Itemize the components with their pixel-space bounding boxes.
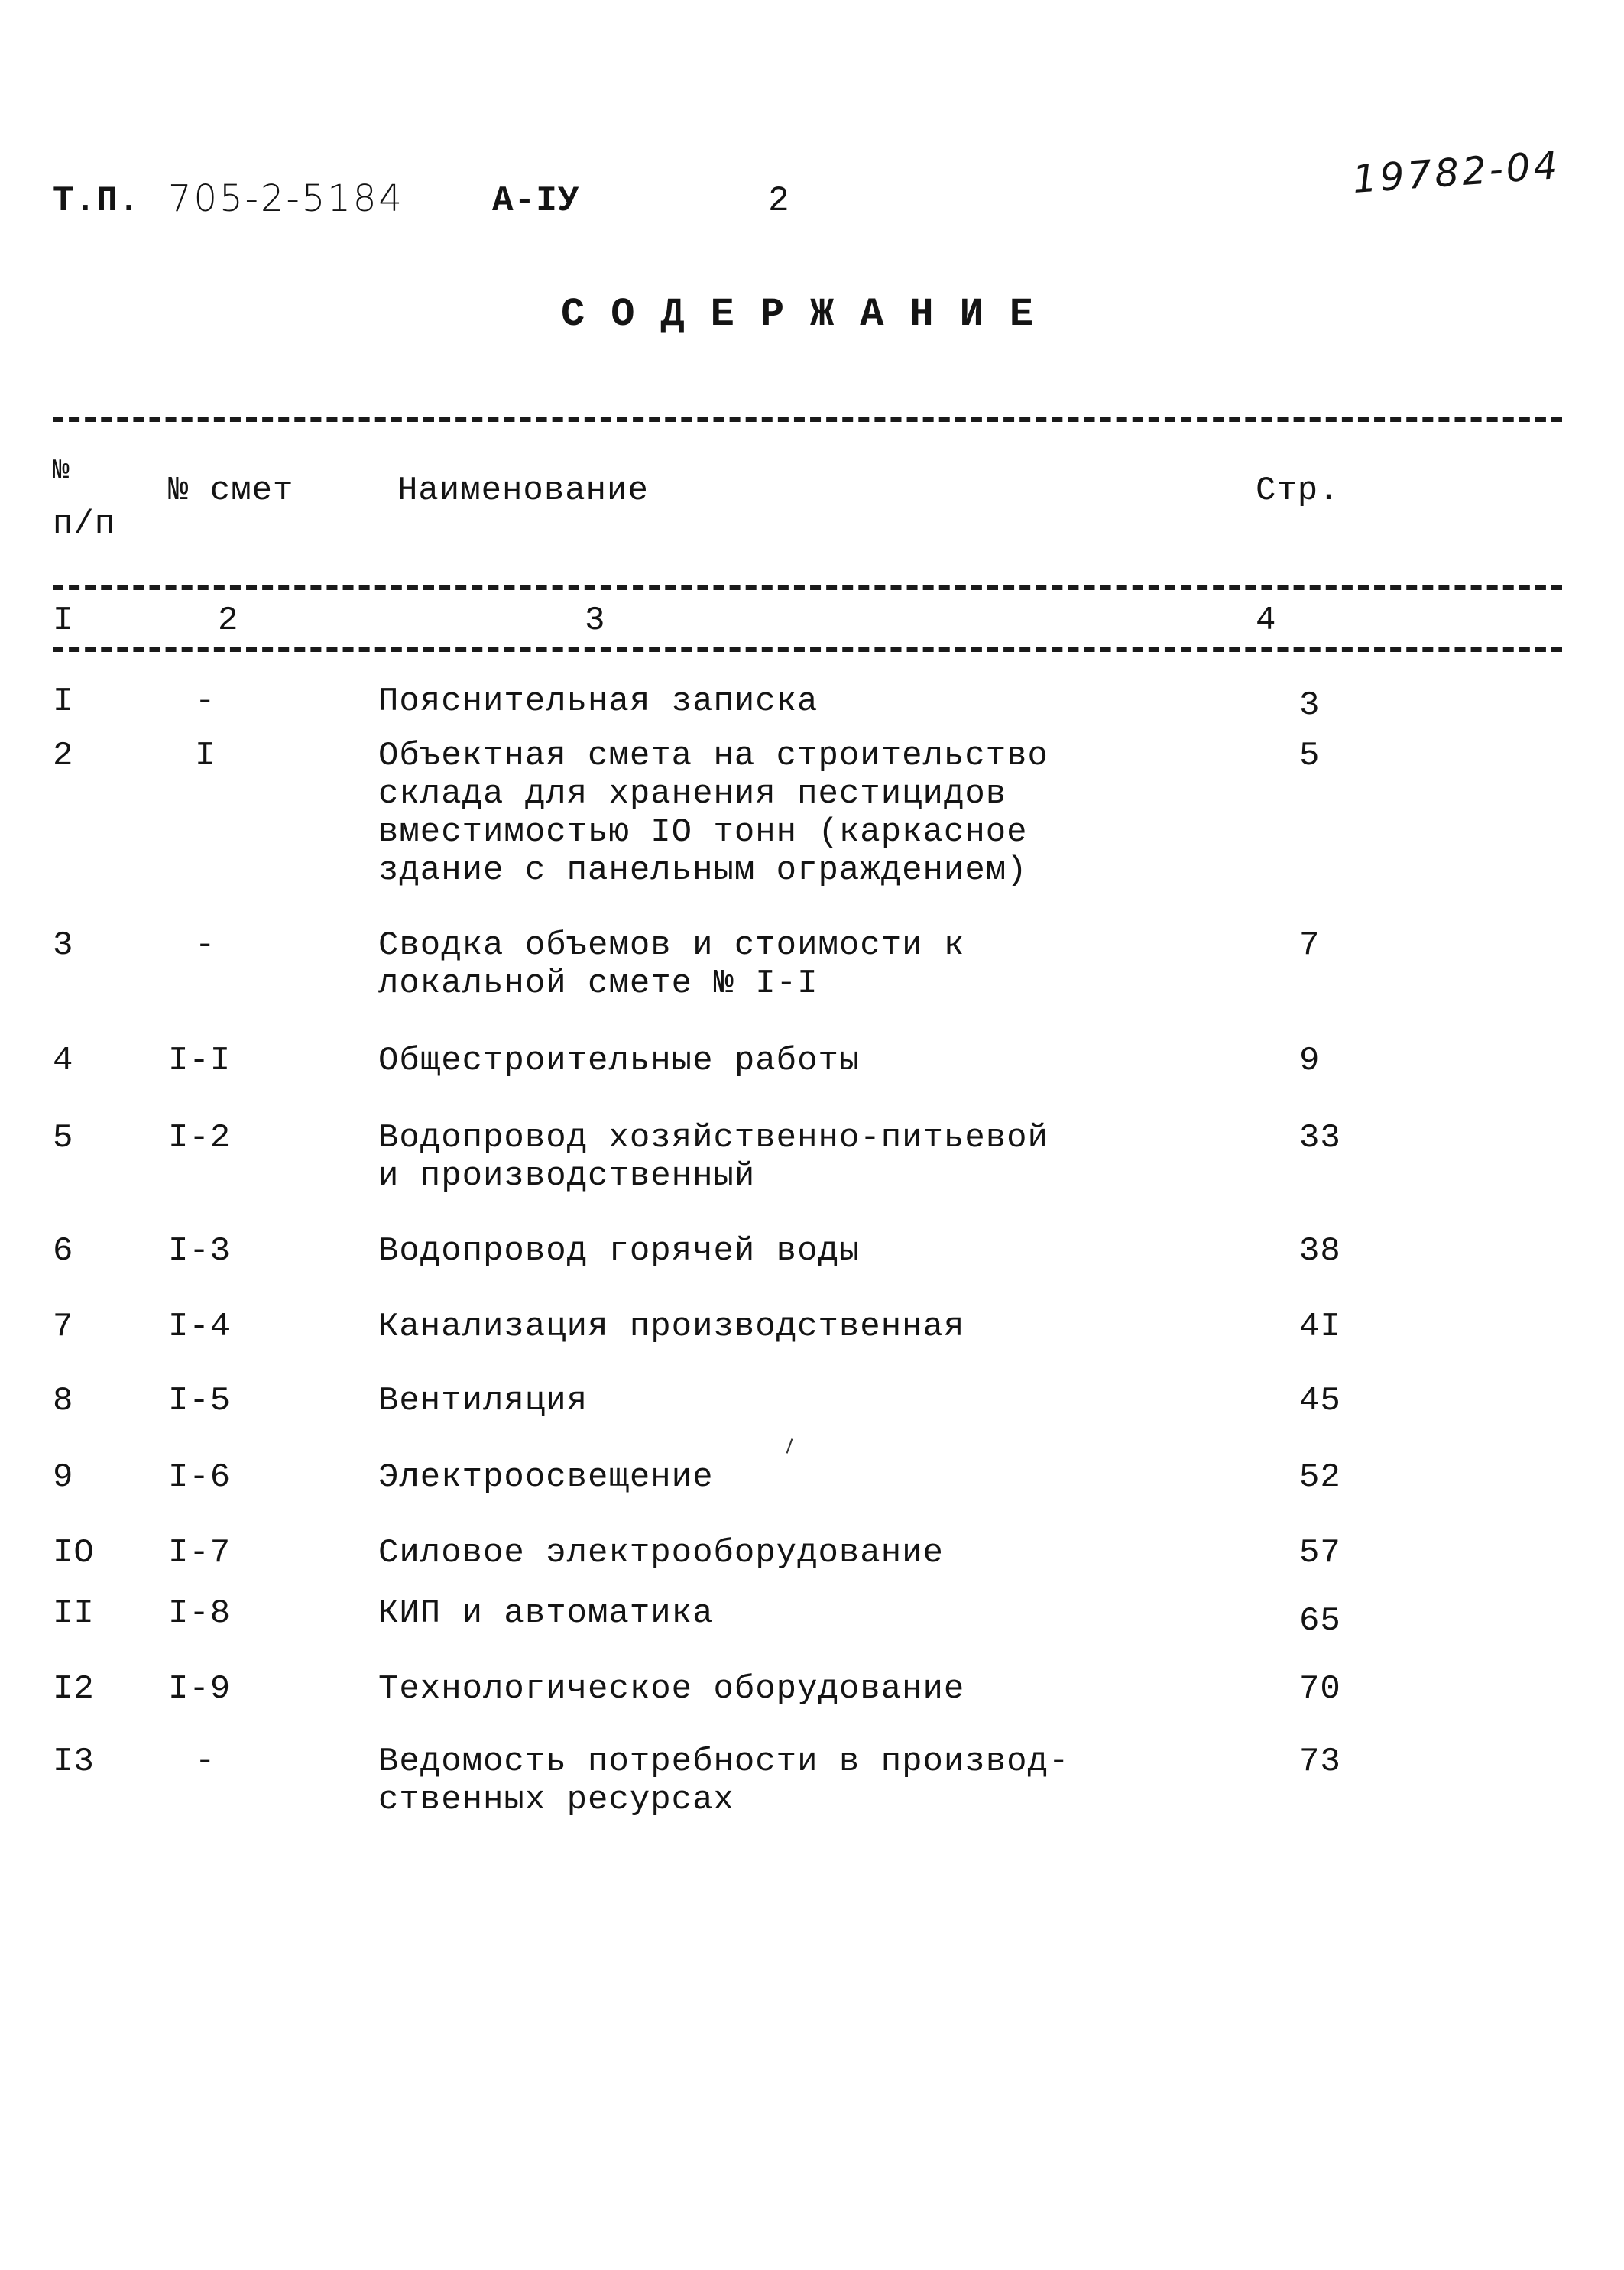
column-numbers-divider — [53, 647, 1562, 652]
row-name: КИП и автоматика — [378, 1594, 714, 1633]
row-estimate: I-I — [168, 1042, 232, 1080]
row-page: 73 — [1299, 1743, 1341, 1781]
project-code: 705-2-5184 — [168, 177, 404, 220]
row-page: 7 — [1299, 926, 1321, 965]
row-number: I2 — [53, 1670, 95, 1708]
row-name: Общестроительные работы — [378, 1042, 861, 1080]
col-header-estimate: № смет — [168, 472, 294, 510]
row-number: 8 — [53, 1382, 74, 1420]
row-name: Вентиляция — [378, 1382, 588, 1420]
row-estimate: - — [195, 683, 216, 721]
row-page: 52 — [1299, 1458, 1341, 1497]
row-estimate: I-9 — [168, 1670, 232, 1708]
row-number: 3 — [53, 926, 74, 965]
row-page: 33 — [1299, 1119, 1341, 1157]
row-number: 9 — [53, 1458, 74, 1497]
album-label: А-IУ — [492, 181, 580, 221]
row-number: 5 — [53, 1119, 74, 1157]
row-number: 2 — [53, 737, 74, 775]
row-number: II — [53, 1594, 95, 1633]
row-name: Силовое электрооборудование — [378, 1534, 944, 1572]
row-number: 4 — [53, 1042, 74, 1080]
col-header-page: Стр. — [1256, 472, 1340, 510]
row-name: Технологическое оборудование — [378, 1670, 965, 1708]
col-number-3: 3 — [585, 602, 606, 640]
row-estimate: I-5 — [168, 1382, 232, 1420]
row-page: 57 — [1299, 1534, 1341, 1572]
row-estimate: - — [195, 926, 216, 965]
row-number: I3 — [53, 1743, 95, 1781]
row-page: 3 — [1299, 686, 1321, 725]
row-number: I — [53, 683, 74, 721]
stray-pen-mark — [786, 1438, 793, 1453]
row-estimate: I — [195, 737, 216, 775]
row-name: Ведомость потребности в производ- ственных ресурсах — [378, 1743, 1070, 1819]
col-number-2: 2 — [218, 602, 239, 640]
row-name: Объектная смета на строительство склада для хранения пестицидов вместимостью IO тонн (каркасное здание с панельным ограждением) — [378, 737, 1049, 890]
row-name: Водопровод горячей воды — [378, 1232, 861, 1270]
row-page: 45 — [1299, 1382, 1341, 1420]
row-number: 7 — [53, 1308, 74, 1346]
document-prefix: Т.П. — [53, 181, 141, 221]
row-number: IO — [53, 1534, 95, 1572]
row-page: 70 — [1299, 1670, 1341, 1708]
row-name: Пояснительная записка — [378, 683, 818, 721]
row-estimate: I-2 — [168, 1119, 232, 1157]
row-estimate: - — [195, 1743, 216, 1781]
row-number: 6 — [53, 1232, 74, 1270]
page-title: СОДЕРЖАНИЕ — [561, 292, 1060, 337]
row-estimate: I-6 — [168, 1458, 232, 1497]
handwritten-code: 19782-04 — [1350, 143, 1563, 202]
row-page: 4I — [1299, 1308, 1341, 1346]
row-estimate: I-4 — [168, 1308, 232, 1346]
row-name: Электроосвещение — [378, 1458, 714, 1497]
col-header-number-pp: п/п — [53, 505, 116, 543]
row-estimate: I-7 — [168, 1534, 232, 1572]
row-page: 65 — [1299, 1602, 1341, 1640]
col-number-1: I — [53, 602, 74, 640]
col-header-name: Наименование — [397, 472, 649, 510]
col-header-number-symbol: № — [53, 455, 70, 486]
row-page: 38 — [1299, 1232, 1341, 1270]
col-number-4: 4 — [1256, 602, 1277, 640]
header-bottom-divider — [53, 585, 1562, 590]
table-top-divider — [53, 417, 1562, 422]
row-name: Сводка объемов и стоимости к локальной смете № I-I — [378, 926, 965, 1003]
row-estimate: I-8 — [168, 1594, 232, 1633]
page-number: 2 — [768, 181, 790, 221]
row-name: Водопровод хозяйственно-питьевой и производственный — [378, 1119, 1049, 1195]
row-page: 5 — [1299, 737, 1321, 775]
row-estimate: I-3 — [168, 1232, 232, 1270]
row-name: Канализация производственная — [378, 1308, 965, 1346]
row-page: 9 — [1299, 1042, 1321, 1080]
